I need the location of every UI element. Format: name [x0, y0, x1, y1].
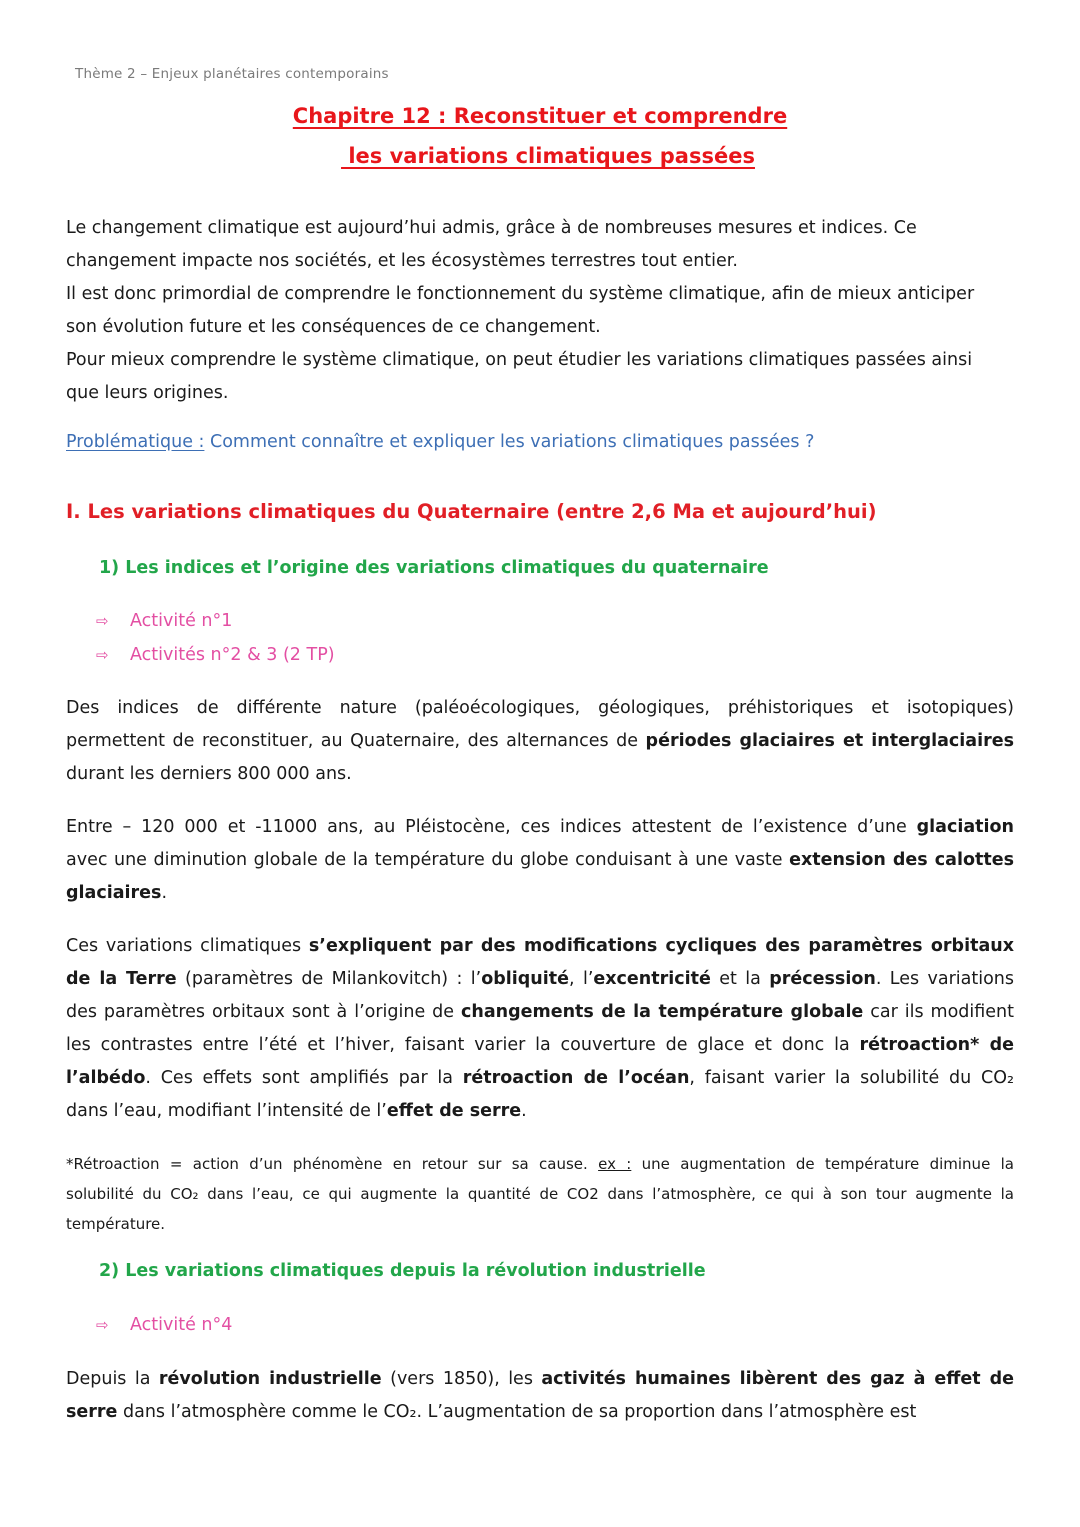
intro-line: changement impacte nos sociétés, et les écosystèmes terrestres tout entier.	[66, 251, 738, 271]
paragraph-indices	[66, 692, 1014, 791]
text-line: glaciaires.	[66, 883, 168, 903]
problematique-label: Problématique :	[66, 432, 205, 452]
text-line: l’albédo. Ces effets sont amplifiés par la rétroaction de l’océan, faisant varier la solubilité du CO₂	[66, 1068, 1014, 1088]
arrow-icon: ⇨	[96, 612, 109, 630]
arrow-icon: ⇨	[96, 646, 109, 664]
intro-line: que leurs origines.	[66, 383, 229, 403]
intro-line: son évolution future et les conséquences de ce changement.	[66, 317, 601, 337]
note-line: solubilité du CO₂ dans l’eau, ce qui augmente la quantité de CO2 dans l’atmosphère, ce qui à son tour augmente la	[66, 1185, 1014, 1203]
subsection-2-heading: 2) Les variations climatiques depuis la révolution industrielle	[99, 1261, 706, 1281]
problematique	[66, 432, 814, 452]
text-line: Des indices de différente nature (paléoécologiques, géologiques, préhistoriques et isotopiques)	[66, 698, 1014, 718]
chapter-title-line-2: les variations climatiques passées	[341, 144, 755, 168]
activity-label: Activités n°2 & 3 (2 TP)	[130, 645, 335, 665]
text-line: avec une diminution globale de la température du globe conduisant à une vaste extension des calottes	[66, 850, 1014, 870]
activity-item	[96, 645, 335, 665]
text-line: des paramètres orbitaux sont à l’origine de changements de la température globale car ils modifient	[66, 1002, 1014, 1022]
footnote-retroaction	[66, 1149, 1014, 1239]
intro-line: Il est donc primordial de comprendre le fonctionnement du système climatique, afin de mieux anticiper	[66, 284, 975, 304]
text-line: dans l’eau, modifiant l’intensité de l’effet de serre.	[66, 1101, 527, 1121]
text-line: serre dans l’atmosphère comme le CO₂. L’augmentation de sa proportion dans l’atmosphère est	[66, 1402, 917, 1422]
paragraph-industrial	[66, 1363, 1014, 1429]
intro-line: Pour mieux comprendre le système climatique, on peut étudier les variations climatiques passées ainsi	[66, 350, 973, 370]
activity-label: Activité n°4	[130, 1315, 233, 1335]
intro-paragraph	[66, 212, 1014, 410]
intro-line: Le changement climatique est aujourd’hui admis, grâce à de nombreuses mesures et indices. Ce	[66, 218, 917, 238]
text-line: durant les derniers 800 000 ans.	[66, 764, 352, 784]
problematique-text: Comment connaître et expliquer les variations climatiques passées ?	[204, 432, 815, 452]
text-line: Entre – 120 000 et -11000 ans, au Pléistocène, ces indices attestent de l’existence d’une glaciation	[66, 817, 1014, 837]
note-line: température.	[66, 1215, 166, 1233]
activity-item	[96, 1315, 232, 1335]
activity-item	[96, 611, 232, 631]
chapter-title-line-1: Chapitre 12 : Reconstituer et comprendre	[292, 104, 788, 128]
note-line: *Rétroaction = action d’un phénomène en retour sur sa cause. ex : une augmentation de température diminue la	[66, 1155, 1014, 1173]
activity-label: Activité n°1	[130, 611, 233, 631]
text-line: les contrastes entre l’été et l’hiver, faisant varier la couverture de glace et donc la rétroaction* de	[66, 1035, 1015, 1055]
arrow-icon: ⇨	[96, 1316, 109, 1334]
subsection-1-heading: 1) Les indices et l’origine des variations climatiques du quaternaire	[99, 558, 769, 578]
section-1-heading: I. Les variations climatiques du Quaternaire (entre 2,6 Ma et aujourd’hui)	[66, 500, 877, 523]
text-line: Depuis la révolution industrielle (vers 1850), les activités humaines libèrent des gaz à effet de	[66, 1369, 1014, 1389]
text-line: Ces variations climatiques s’expliquent par des modifications cycliques des paramètres orbitaux	[66, 936, 1014, 956]
paragraph-glaciation	[66, 811, 1014, 910]
text-line: de la Terre (paramètres de Milankovitch) : l’obliquité, l’excentricité et la précession. Les variations	[66, 969, 1015, 989]
page-header: Thème 2 – Enjeux planétaires contemporains	[75, 66, 389, 82]
paragraph-milankovitch	[66, 930, 1014, 1128]
text-line: permettent de reconstituer, au Quaternaire, des alternances de périodes glaciaires et interglaciaires	[66, 731, 1014, 751]
